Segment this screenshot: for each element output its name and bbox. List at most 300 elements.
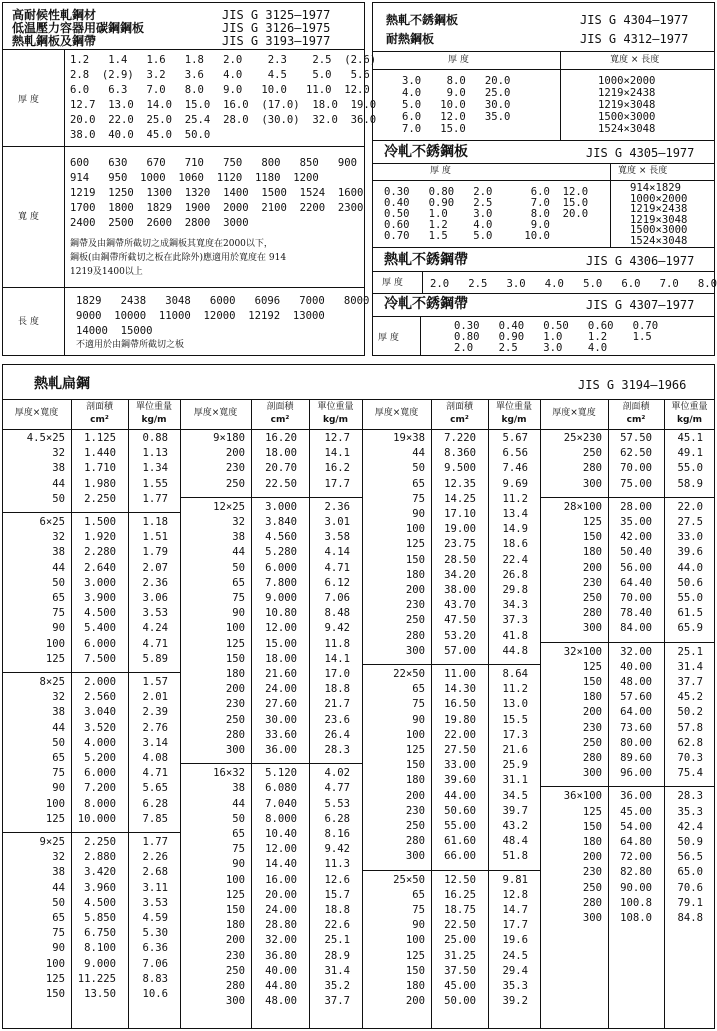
hot-col-width-length: 寬度 × 長度 xyxy=(610,55,660,65)
thickness-row: 6.0 6.3 7.0 8.0 9.0 10.0 11.0 12.0 xyxy=(70,84,370,96)
cell-weight: 10.6 xyxy=(142,988,168,1000)
header-area: 剖面積 xyxy=(445,402,473,412)
cell-weight: 18.6 xyxy=(502,538,528,551)
cell-area: 12.00 xyxy=(265,843,297,856)
cell-area: 8.100 xyxy=(84,942,116,955)
cell-dimension: 230 xyxy=(582,721,602,734)
cell-weight: 12.6 xyxy=(324,873,350,886)
cell-area: 5.850 xyxy=(84,912,116,924)
cell-area: 6.080 xyxy=(265,782,297,795)
cell-dimension: 44 xyxy=(52,477,65,490)
cell-area: 36.00 xyxy=(265,744,297,756)
cell-dimension: 75 xyxy=(412,492,425,505)
cell-weight: 28.3 xyxy=(324,744,350,756)
cold-thickness-row: 0.70 1.5 5.0 10.0 xyxy=(384,230,550,242)
cell-area: 48.00 xyxy=(265,995,297,1008)
divider xyxy=(560,51,561,140)
cell-dimension: 280 xyxy=(225,980,245,992)
cell-weight: 25.1 xyxy=(324,934,350,947)
cell-dimension: 125 xyxy=(45,972,65,985)
cell-dimension: 38 xyxy=(52,706,65,719)
cell-weight: 5.30 xyxy=(142,927,168,940)
cell-weight: 65.0 xyxy=(677,866,703,879)
cell-weight: 27.5 xyxy=(677,516,703,528)
cell-area: 2.250 xyxy=(84,836,116,848)
cell-weight: 25.1 xyxy=(677,645,703,658)
cell-dimension: 230 xyxy=(225,949,245,962)
cell-area: 40.00 xyxy=(265,964,297,977)
cell-dimension: 150 xyxy=(225,652,245,665)
cell-dimension: 25×230 xyxy=(563,432,602,444)
divider xyxy=(372,51,715,52)
cell-area: 78.40 xyxy=(620,607,652,620)
cell-area: 62.50 xyxy=(620,447,652,460)
divider xyxy=(372,140,715,141)
cell-weight: 2.39 xyxy=(142,706,168,719)
cell-weight: 6.36 xyxy=(142,942,168,955)
cell-area: 55.00 xyxy=(444,820,476,832)
cell-dimension: 230 xyxy=(582,866,602,879)
cell-area: 3.000 xyxy=(265,500,297,513)
heat-resistant-title: 耐熱鋼板 xyxy=(386,32,435,46)
cell-weight: 1.77 xyxy=(142,492,168,505)
cell-area: 89.60 xyxy=(620,752,652,764)
cell-dimension: 230 xyxy=(405,599,425,612)
cell-weight: 16.2 xyxy=(324,462,350,475)
cell-weight: 3.53 xyxy=(142,607,168,620)
hot-size-row: 1500×3000 xyxy=(598,111,656,123)
cell-dimension: 16×32 xyxy=(213,767,245,780)
cell-dimension: 280 xyxy=(582,462,602,475)
cell-dimension: 90 xyxy=(52,622,65,635)
cell-dimension: 180 xyxy=(225,668,245,680)
header-area: 剖面積 xyxy=(266,402,294,412)
cell-weight: 12.7 xyxy=(324,432,350,444)
cell-weight: 56.5 xyxy=(677,851,703,864)
cell-dimension: 90 xyxy=(52,942,65,955)
cell-weight: 1.18 xyxy=(142,516,168,528)
cell-dimension: 180 xyxy=(405,568,425,581)
cell-weight: 58.9 xyxy=(677,477,703,490)
cell-dimension: 90 xyxy=(412,919,425,932)
cell-dimension: 280 xyxy=(225,728,245,741)
cell-area: 28.80 xyxy=(265,919,297,932)
cell-area: 1.125 xyxy=(84,432,116,444)
cell-area: 57.00 xyxy=(444,644,476,657)
cell-dimension: 50 xyxy=(232,812,245,825)
cell-dimension: 200 xyxy=(582,851,602,864)
cold-strip-row: 0.30 0.40 0.50 0.60 0.70 xyxy=(454,320,659,332)
cell-dimension: 65 xyxy=(232,576,245,589)
cell-area: 14.40 xyxy=(265,858,297,871)
cell-area: 22.50 xyxy=(444,919,476,932)
cell-dimension: 180 xyxy=(405,774,425,787)
cell-dimension: 36×100 xyxy=(563,790,602,803)
cold-size-row: 1219×2438 xyxy=(630,203,688,215)
cell-dimension: 300 xyxy=(582,912,602,924)
cell-dimension: 65 xyxy=(232,828,245,840)
cell-weight: 70.3 xyxy=(677,752,703,764)
cell-weight: 2.01 xyxy=(142,691,168,704)
cell-weight: 9.69 xyxy=(502,477,528,490)
cell-area: 22.50 xyxy=(265,477,297,490)
divider xyxy=(372,163,715,164)
cell-area: 22.00 xyxy=(444,728,476,741)
cell-area: 50.40 xyxy=(620,546,652,559)
cell-area: 4.560 xyxy=(265,531,297,544)
cell-dimension: 50 xyxy=(52,896,65,909)
cell-weight: 25.9 xyxy=(502,759,528,772)
cell-dimension: 22×50 xyxy=(393,668,425,680)
cell-weight: 55.0 xyxy=(677,592,703,604)
group-divider xyxy=(2,672,180,673)
cell-area: 6.000 xyxy=(84,637,116,650)
cell-area: 57.50 xyxy=(620,432,652,444)
cell-dimension: 300 xyxy=(582,477,602,490)
cell-dimension: 150 xyxy=(405,964,425,977)
cell-area: 14.30 xyxy=(444,683,476,696)
cell-weight: 6.28 xyxy=(142,797,168,810)
width-note-1: 鋼帶及由鋼帶所截切之成鋼板其寬度在2000以下， xyxy=(70,239,273,249)
cell-dimension: 150 xyxy=(45,988,65,1000)
cell-dimension: 250 xyxy=(405,820,425,832)
cell-area: 54.00 xyxy=(620,820,652,833)
cell-area: 24.00 xyxy=(265,904,297,916)
cell-dimension: 65 xyxy=(52,912,65,924)
cell-weight: 37.3 xyxy=(502,614,528,627)
cell-weight: 42.4 xyxy=(677,820,703,833)
cell-area: 32.00 xyxy=(265,934,297,947)
cell-dimension: 280 xyxy=(405,835,425,848)
cell-weight: 17.0 xyxy=(324,668,350,680)
cell-dimension: 200 xyxy=(405,584,425,596)
cell-dimension: 75 xyxy=(52,927,65,940)
cell-weight: 15.7 xyxy=(324,888,350,901)
cell-weight: 4.24 xyxy=(142,622,168,635)
cell-area: 2.880 xyxy=(84,851,116,864)
cell-dimension: 125 xyxy=(225,637,245,650)
cell-area: 4.500 xyxy=(84,896,116,909)
cell-weight: 4.71 xyxy=(142,637,168,650)
cell-area: 4.000 xyxy=(84,736,116,749)
cell-weight: 2.76 xyxy=(142,721,168,734)
cell-weight: 1.57 xyxy=(142,676,168,688)
cell-dimension: 32 xyxy=(52,851,65,864)
hot-thickness-row: 5.0 10.0 30.0 xyxy=(402,99,511,111)
cell-weight: 28.9 xyxy=(324,949,350,962)
cell-dimension: 200 xyxy=(582,706,602,719)
cell-dimension: 230 xyxy=(225,698,245,711)
header-weight: 單位重量 xyxy=(495,402,532,412)
cell-dimension: 250 xyxy=(225,964,245,977)
cell-area: 9.000 xyxy=(84,957,116,970)
cell-weight: 5.89 xyxy=(142,652,168,665)
cell-weight: 2.07 xyxy=(142,561,168,574)
cell-dimension: 75 xyxy=(412,698,425,711)
cell-area: 28.00 xyxy=(620,500,652,513)
cold-size-row: 1000×2000 xyxy=(630,192,688,205)
cell-dimension: 200 xyxy=(582,561,602,574)
cell-dimension: 150 xyxy=(405,759,425,772)
cell-area: 16.00 xyxy=(265,873,297,886)
cell-area: 8.000 xyxy=(265,812,297,825)
cell-area: 57.60 xyxy=(620,691,652,704)
cell-area: 19.00 xyxy=(444,523,476,536)
cell-weight: 2.36 xyxy=(324,500,350,513)
cell-area: 70.00 xyxy=(620,462,652,475)
cold-thickness-row: 0.30 0.80 2.0 6.0 12.0 xyxy=(384,186,589,198)
cell-weight: 65.9 xyxy=(677,622,703,635)
cell-area: 18.00 xyxy=(265,447,297,460)
cell-weight: 14.9 xyxy=(502,523,528,536)
cell-dimension: 280 xyxy=(582,752,602,764)
cell-weight: 21.7 xyxy=(324,698,350,711)
cell-weight: 11.2 xyxy=(502,683,528,696)
cell-weight: 49.1 xyxy=(677,447,703,460)
cell-area: 34.20 xyxy=(444,568,476,581)
cell-dimension: 12×25 xyxy=(213,500,245,513)
standard-code-2: JIS G 3126—1975 xyxy=(222,21,331,35)
cell-area: 9.000 xyxy=(265,592,297,604)
cell-weight: 31.4 xyxy=(324,964,350,977)
cell-dimension: 8×25 xyxy=(39,676,65,688)
cell-dimension: 300 xyxy=(225,744,245,756)
cell-weight: 7.06 xyxy=(324,592,350,604)
cell-area: 36.80 xyxy=(265,949,297,962)
group-divider xyxy=(180,763,362,764)
cell-dimension: 125 xyxy=(582,516,602,528)
thickness-row: 2.8 (2.9) 3.2 3.6 4.0 4.5 5.0 5.6 xyxy=(70,69,370,81)
cell-area: 12.50 xyxy=(444,873,476,886)
cell-weight: 6.12 xyxy=(324,576,350,589)
cell-area: 84.00 xyxy=(620,622,652,635)
cell-area: 17.10 xyxy=(444,508,476,520)
cell-weight: 37.7 xyxy=(324,995,350,1008)
hot-col-thickness: 厚 度 xyxy=(448,55,469,65)
group-divider xyxy=(180,497,362,498)
cell-area: 19.80 xyxy=(444,713,476,726)
group-divider xyxy=(2,832,180,833)
cell-area: 18.00 xyxy=(265,652,297,665)
cell-dimension: 9×25 xyxy=(39,836,65,848)
width-row: 1700 1800 1829 1900 2000 2100 2200 2300 xyxy=(70,202,364,214)
cell-dimension: 38 xyxy=(232,782,245,795)
header-weight-unit: kg/m xyxy=(676,415,703,425)
cold-plate-standard: JIS G 4305—1977 xyxy=(586,146,695,160)
hot-strip-values: 2.0 2.5 3.0 4.0 5.0 6.0 7.0 8.0 xyxy=(430,278,717,290)
cell-area: 27.50 xyxy=(444,744,476,756)
cell-weight: 3.06 xyxy=(142,592,168,604)
cell-dimension: 100 xyxy=(45,957,65,970)
cell-area: 33.00 xyxy=(444,759,476,772)
hot-size-row: 1219×3048 xyxy=(598,99,656,111)
cell-dimension: 300 xyxy=(405,850,425,863)
hot-thickness-row: 7.0 15.0 xyxy=(402,123,466,135)
cell-dimension: 90 xyxy=(232,607,245,620)
length-row: 1829 2438 3048 6000 6096 7000 8000 xyxy=(76,295,370,307)
header-area-unit: cm² xyxy=(90,415,109,425)
cell-area: 44.80 xyxy=(265,980,297,992)
cell-dimension: 50 xyxy=(232,561,245,574)
cell-area: 2.560 xyxy=(84,691,116,704)
group-divider xyxy=(362,870,540,871)
cell-dimension: 200 xyxy=(405,995,425,1008)
cell-weight: 4.14 xyxy=(324,546,350,559)
cell-weight: 11.8 xyxy=(324,637,350,650)
cell-area: 42.00 xyxy=(620,531,652,544)
cell-area: 1.980 xyxy=(84,477,116,490)
group-divider xyxy=(540,642,715,643)
cell-dimension: 150 xyxy=(582,676,602,688)
cell-dimension: 32 xyxy=(232,516,245,528)
cell-weight: 6.28 xyxy=(324,812,350,825)
cell-weight: 2.26 xyxy=(142,851,168,864)
cell-weight: 61.5 xyxy=(677,607,703,620)
cell-area: 10.000 xyxy=(77,812,116,825)
cell-area: 25.00 xyxy=(444,934,476,947)
cell-weight: 1.55 xyxy=(142,477,168,490)
cold-plate-col-width-length: 寬度 × 長度 xyxy=(618,166,668,176)
header-area: 剖面積 xyxy=(622,402,650,412)
cell-dimension: 4.5×25 xyxy=(26,432,65,444)
hot-stainless-title: 熱軋不銹鋼板 xyxy=(386,13,459,27)
cell-weight: 57.8 xyxy=(677,721,703,734)
cell-dimension: 200 xyxy=(225,447,245,460)
cell-dimension: 300 xyxy=(225,995,245,1008)
cell-dimension: 300 xyxy=(582,767,602,780)
header-weight: 單位重量 xyxy=(671,402,708,412)
cell-dimension: 50 xyxy=(412,462,425,475)
cell-weight: 14.1 xyxy=(324,652,350,665)
cell-area: 96.00 xyxy=(620,767,652,780)
cell-weight: 1.77 xyxy=(142,836,168,848)
cell-weight: 6.56 xyxy=(502,447,528,460)
thickness-row: 38.0 40.0 45.0 50.0 xyxy=(70,129,211,141)
divider xyxy=(422,271,423,293)
cell-dimension: 250 xyxy=(582,447,602,460)
cold-thickness-row: 0.50 1.0 3.0 8.0 20.0 xyxy=(384,208,589,220)
cold-thickness-row: 0.60 1.2 4.0 9.0 xyxy=(384,219,550,231)
cell-dimension: 90 xyxy=(412,508,425,520)
cell-weight: 50.2 xyxy=(677,706,703,719)
cell-dimension: 38 xyxy=(52,546,65,559)
cell-area: 70.00 xyxy=(620,592,652,604)
cell-area: 2.250 xyxy=(84,492,116,505)
hot-thickness-row: 3.0 8.0 20.0 xyxy=(402,75,511,87)
cell-area: 37.50 xyxy=(444,964,476,977)
cell-dimension: 125 xyxy=(405,538,425,551)
material-title-2: 低温壓力容器用碳鋼鋼板 xyxy=(12,21,145,35)
cell-area: 23.75 xyxy=(444,538,476,551)
cell-dimension: 6×25 xyxy=(39,516,65,528)
cell-dimension: 180 xyxy=(225,919,245,932)
hot-size-row: 1000×2000 xyxy=(598,75,656,87)
cold-strip-title: 冷軋不銹鋼帶 xyxy=(384,296,468,312)
cell-weight: 3.01 xyxy=(324,516,350,528)
cell-area: 28.50 xyxy=(444,553,476,566)
cold-plate-col-thickness: 厚 度 xyxy=(430,166,451,176)
cell-dimension: 150 xyxy=(405,553,425,566)
divider xyxy=(2,146,365,147)
cell-dimension: 65 xyxy=(412,477,425,490)
cell-weight: 51.8 xyxy=(502,850,528,863)
cell-dimension: 250 xyxy=(405,614,425,627)
cell-weight: 2.68 xyxy=(142,866,168,879)
cell-dimension: 44 xyxy=(232,797,245,810)
cell-dimension: 25×50 xyxy=(393,873,425,886)
cell-area: 35.00 xyxy=(620,516,652,528)
cell-area: 12.00 xyxy=(265,622,297,635)
cell-dimension: 150 xyxy=(225,904,245,916)
cell-dimension: 50 xyxy=(52,492,65,505)
cell-area: 2.000 xyxy=(84,676,116,688)
cell-dimension: 44 xyxy=(52,561,65,574)
cell-area: 3.000 xyxy=(84,576,116,589)
cell-dimension: 65 xyxy=(412,683,425,696)
cell-weight: 37.7 xyxy=(677,676,703,688)
cell-weight: 9.81 xyxy=(502,873,528,886)
cold-size-row: 1524×3048 xyxy=(630,234,688,247)
cell-weight: 29.8 xyxy=(502,584,528,596)
cell-area: 13.50 xyxy=(84,988,116,1000)
cell-area: 7.800 xyxy=(265,576,297,589)
cell-weight: 48.4 xyxy=(502,835,528,848)
cell-area: 5.280 xyxy=(265,546,297,559)
header-area-unit: cm² xyxy=(270,415,290,425)
cell-weight: 35.2 xyxy=(324,980,350,992)
cell-dimension: 150 xyxy=(582,531,602,544)
cell-area: 20.70 xyxy=(265,462,297,475)
cell-dimension: 32 xyxy=(52,447,65,460)
cell-area: 6.750 xyxy=(84,927,116,940)
cell-area: 80.00 xyxy=(620,736,652,749)
cell-dimension: 19×38 xyxy=(393,432,425,444)
cell-dimension: 230 xyxy=(405,804,425,817)
cell-weight: 35.3 xyxy=(502,980,528,992)
width-row: 600 630 670 710 750 800 850 900 xyxy=(70,157,358,169)
cell-weight: 21.6 xyxy=(502,744,528,756)
header-dimension: 厚度×寬度 xyxy=(193,408,238,418)
cell-weight: 34.3 xyxy=(502,599,528,612)
cell-area: 16.20 xyxy=(265,432,297,444)
cell-area: 64.80 xyxy=(620,836,652,848)
cell-dimension: 75 xyxy=(52,767,65,780)
cell-dimension: 250 xyxy=(582,881,602,894)
cell-weight: 9.42 xyxy=(324,622,350,635)
cell-area: 44.00 xyxy=(444,789,476,802)
cell-area: 10.80 xyxy=(265,607,297,620)
cell-dimension: 50 xyxy=(52,736,65,749)
cell-area: 2.640 xyxy=(84,561,116,574)
cell-weight: 79.1 xyxy=(677,896,703,909)
header-area: 剖面積 xyxy=(85,402,113,412)
material-title-1: 高耐候性軋鋼材 xyxy=(12,8,97,22)
length-row: 9000 10000 11000 12000 12192 13000 xyxy=(76,310,325,322)
cell-dimension: 38 xyxy=(52,462,65,475)
cell-weight: 4.77 xyxy=(324,782,350,795)
header-dimension: 厚度×寬度 xyxy=(552,408,596,418)
cell-area: 3.840 xyxy=(265,516,297,528)
divider xyxy=(64,49,65,356)
cell-dimension: 250 xyxy=(225,477,245,490)
width-note-3: 1219及1400以上 xyxy=(70,267,143,277)
cell-dimension: 180 xyxy=(582,546,602,559)
group-divider xyxy=(2,512,180,513)
cell-weight: 3.53 xyxy=(142,896,168,909)
cell-area: 4.500 xyxy=(84,607,116,620)
divider xyxy=(372,69,715,70)
cell-area: 21.60 xyxy=(265,668,297,680)
